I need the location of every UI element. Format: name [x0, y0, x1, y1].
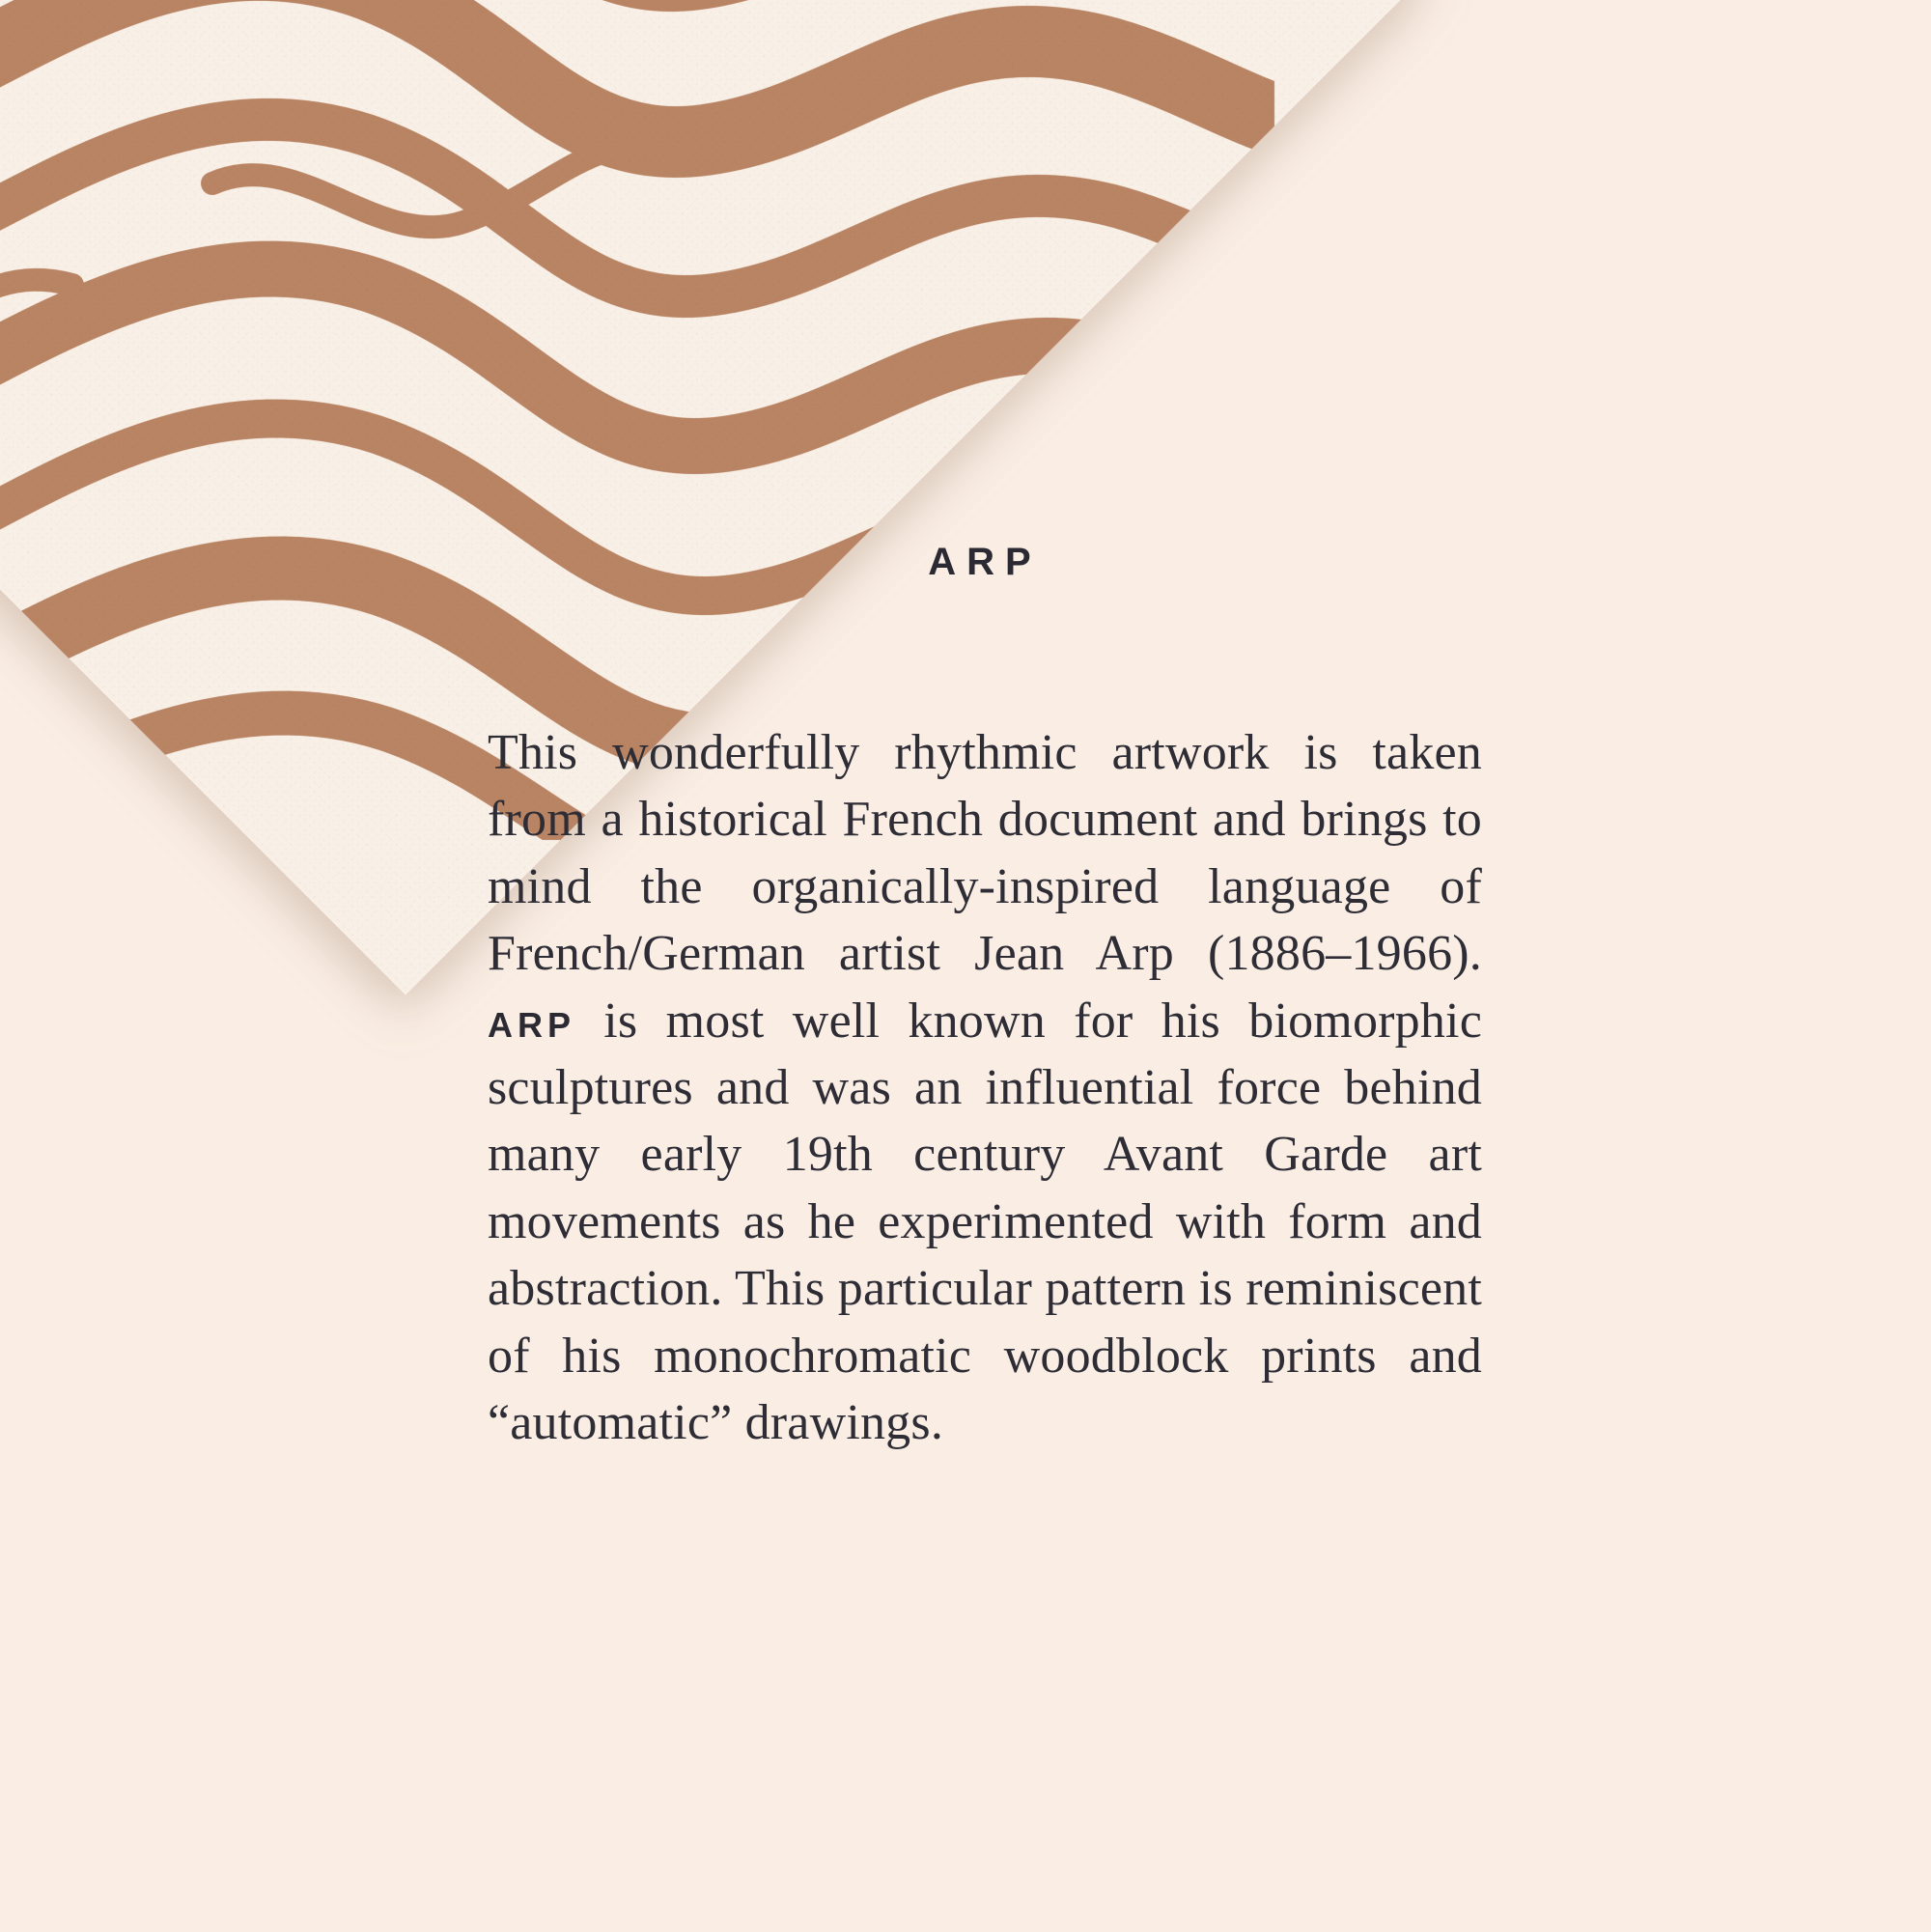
paragraph-segment-2: is most well known for his biomorphic sculptures and was an influential force behind many early 19th century Avant Garde art movements as he experimented with form and abstraction. This particular pattern is reminiscent of his monochromatic woodblock prints and “automatic” drawings.: [488, 993, 1482, 1451]
body-paragraph: [488, 719, 1482, 1456]
paragraph-segment-1: This wonderfully rhythmic artwork is taken from a historical French document and brings to mind the organically-inspired language of French/German artist Jean Arp (1886–1966).: [488, 725, 1482, 982]
page-title: ARP: [928, 541, 1042, 583]
paragraph-smallcaps-arp: ARP: [488, 1004, 576, 1045]
text-column: [488, 541, 1482, 1456]
